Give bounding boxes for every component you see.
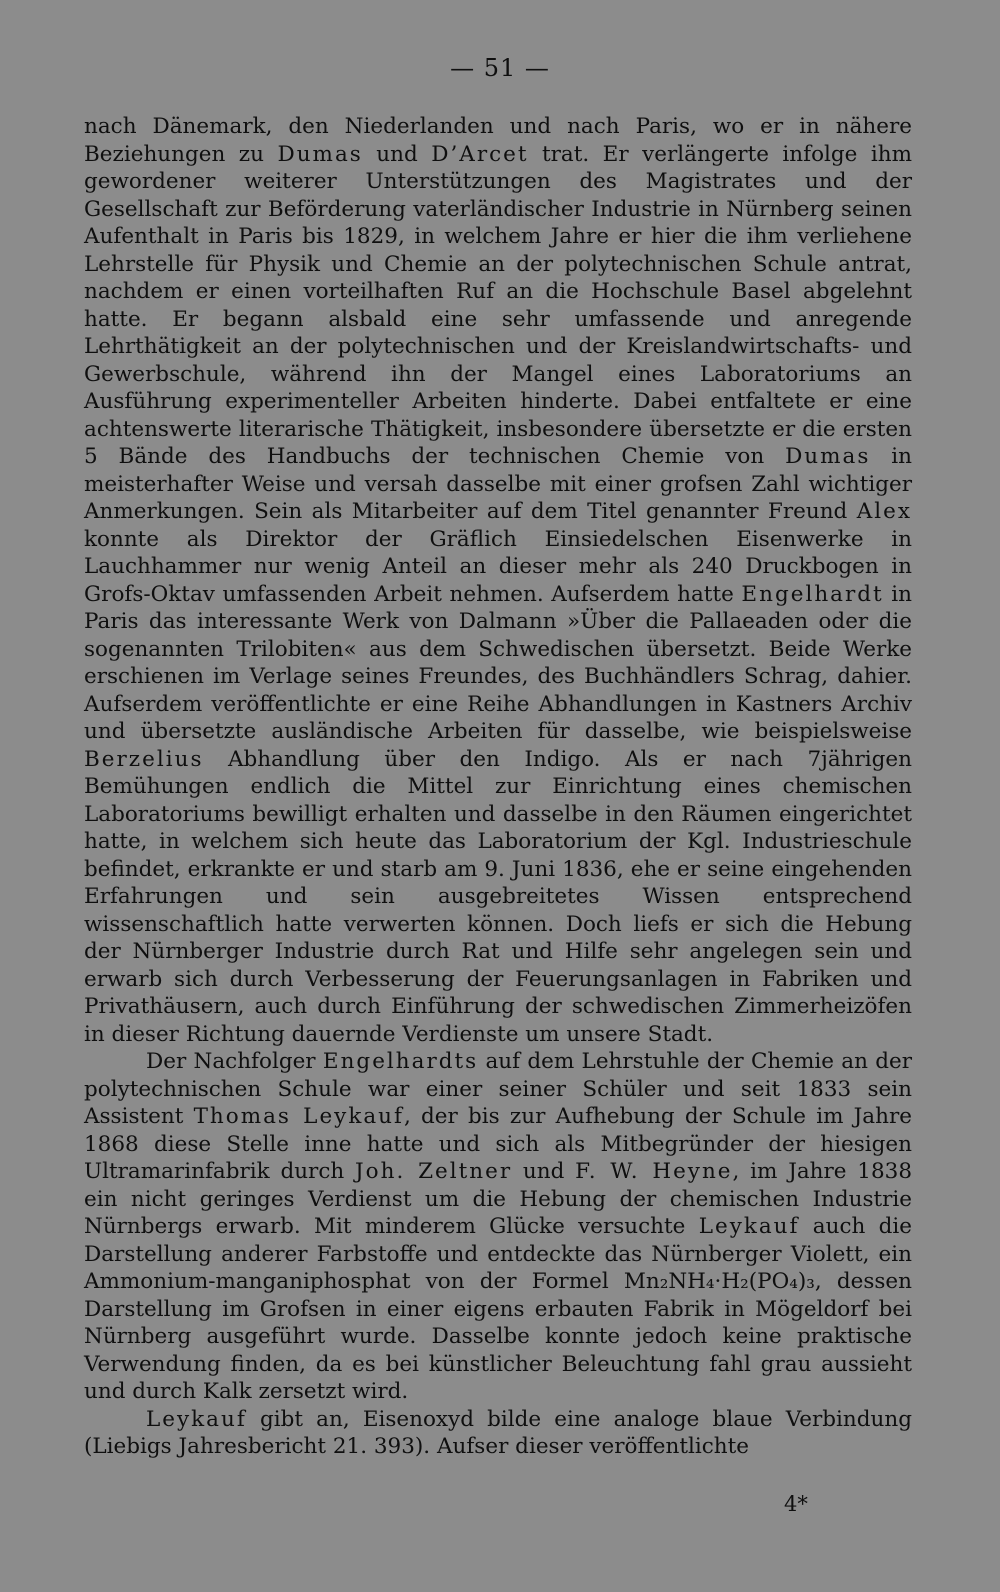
text-run: und <box>362 141 432 167</box>
spaced-name: Engelhardts <box>322 1049 479 1074</box>
spaced-name: Dumas <box>785 444 871 469</box>
spaced-name: Leykauf <box>698 1214 800 1239</box>
text-run: , im Jahre 1838 ein nicht geringes Verdienst um die Hebung der chemischen Industrie Nürnbergs erwarb. Mit minderem Glücke versuchte <box>84 1159 912 1239</box>
body-text <box>84 113 912 1461</box>
text-run: trat. Er verlängerte infolge ihm gewordener weiterer Unterstützungen des Magistrates und der Gesellschaft zur Beförderung vaterländischer Industrie in Nürnberg seinen Aufenthalt in Paris bis 1829, in welchem Jahre er hier die ihm verliehene Lehrstelle für Physik und Chemie an der polytechnischen Schule antrat, nachdem er einen vorteilhaften Ruf an die Hochschule Basel abgelehnt hatte. Er begann alsbald eine sehr umfassende und anregende Lehrthätigkeit an der polytechnischen und der Kreislandwirtschafts- und Gewerbschule, während ihn der Mangel eines Laboratoriums an Ausführung experimenteller Arbeiten hinderte. Dabei entfaltete er eine achtenswerte literarische Thätigkeit, insbesondere übersetzte er die ersten 5 Bände des Handbuchs der technischen Chemie von <box>84 141 912 469</box>
text-run: gibt an, Eisenoxyd bilde eine analoge blaue Verbindung (Liebigs Jahresbericht 21. 393). Aufser dieser veröffentlichte <box>84 1406 912 1459</box>
text-run: konnte als Direktor der Gräflich Einsiedelschen Eisenwerke in Lauchhammer nur wenig Anteil an dieser mehr als 240 Druckbogen in Grofs-Oktav umfassenden Arbeit nehmen. Aufserdem hatte <box>84 526 912 607</box>
spaced-name: Dumas <box>277 141 363 167</box>
paragraph <box>84 1406 912 1461</box>
paragraph <box>84 113 912 1048</box>
text-run: auch die Darstellung anderer Farbstoffe und entdeckte das Nürnberger Violett, ein Ammonium-manganiphosphat von der Formel Mn₂NH₄·H₂(PO₄)₃, dessen Darstellung im Grofsen in einer eigens erbauten Fabrik in Mögeldorf bei Nürnberg ausgeführt wurde. Dasselbe konnte jedoch keine praktische Verwendung finden, da es bei künstlicher Beleuchtung fahl grau aussieht und durch Kalk zersetzt wird. <box>84 1214 912 1404</box>
text-run: Der Nachfolger <box>146 1049 323 1074</box>
paragraph <box>84 1048 912 1406</box>
spaced-name: Engelhardt <box>741 581 884 607</box>
text-run: nach Dänemark, den Niederlanden und nach Paris, wo er in nähere Beziehungen zu <box>84 114 912 167</box>
page-number: — 51 — <box>450 54 550 82</box>
text-run: , der bis zur Aufhebung der Schule im Jahre 1868 diese Stelle inne hatte und sich als Mitbegründer der hiesigen Ultramarinfabrik durch <box>84 1104 912 1184</box>
spaced-name: Thomas Leykauf <box>193 1104 404 1129</box>
text-run: auf dem Lehrstuhle der Chemie an der polytechnischen Schule war einer seiner Schüler und seit 1833 sein Assistent <box>84 1049 913 1129</box>
text-run: in meisterhafter Weise und versah dasselbe mit einer grofsen Zahl wichtiger Anmerkungen. Sein als Mitarbeiter auf dem Titel genannter Freund <box>84 444 912 524</box>
text-run: Abhandlung über den Indigo. Als er nach 7jährigen Bemühungen endlich die Mittel zur Einrichtung eines chemischen Laboratoriums bewilligt erhalten und dasselbe in den Räumen eingerichtet hatte, in welchem sich heute das Laboratorium der Kgl. Industrieschule befindet, erkrankte er und starb am 9. Juni 1836, ehe er seine eingehenden Erfahrungen und sein ausgebreitetes Wissen entsprechend wissenschaftlich hatte verwerten können. Doch liefs er sich die Hebung der Nürnberger Industrie durch Rat und Hilfe sehr angelegen sein und erwarb sich durch Verbesserung der Feuerungsanlagen in Fabriken und Privathäusern, auch durch Einführung der schwedischen Zimmerheizöfen in dieser Richtung dauernde Verdienste um unsere Stadt. <box>84 746 912 1047</box>
text-run: in Paris das interessante Werk von Dalmann »Über die Pallaeaden oder die sogenannten Trilobiten« aus dem Schwedischen übersetzt. Beide Werke erschienen im Verlage seines Freundes, des Buchhändlers Schrag, dahier. Aufserdem veröffentlichte er eine Reihe Abhandlungen in Kastners Archiv und übersetzte ausländische Arbeiten für dasselbe, wie beispielsweise <box>84 581 912 744</box>
signature-mark: 4* <box>784 1492 808 1516</box>
spaced-name: F. W. Heyne <box>575 1159 733 1184</box>
spaced-name: Berzelius <box>84 746 204 772</box>
spaced-name: Joh. Zeltner <box>355 1159 513 1184</box>
spaced-name: Alex <box>856 499 912 524</box>
text-run: und <box>512 1159 576 1184</box>
spaced-name: Leykauf <box>146 1406 247 1432</box>
spaced-name: D’Arcet <box>431 141 529 167</box>
